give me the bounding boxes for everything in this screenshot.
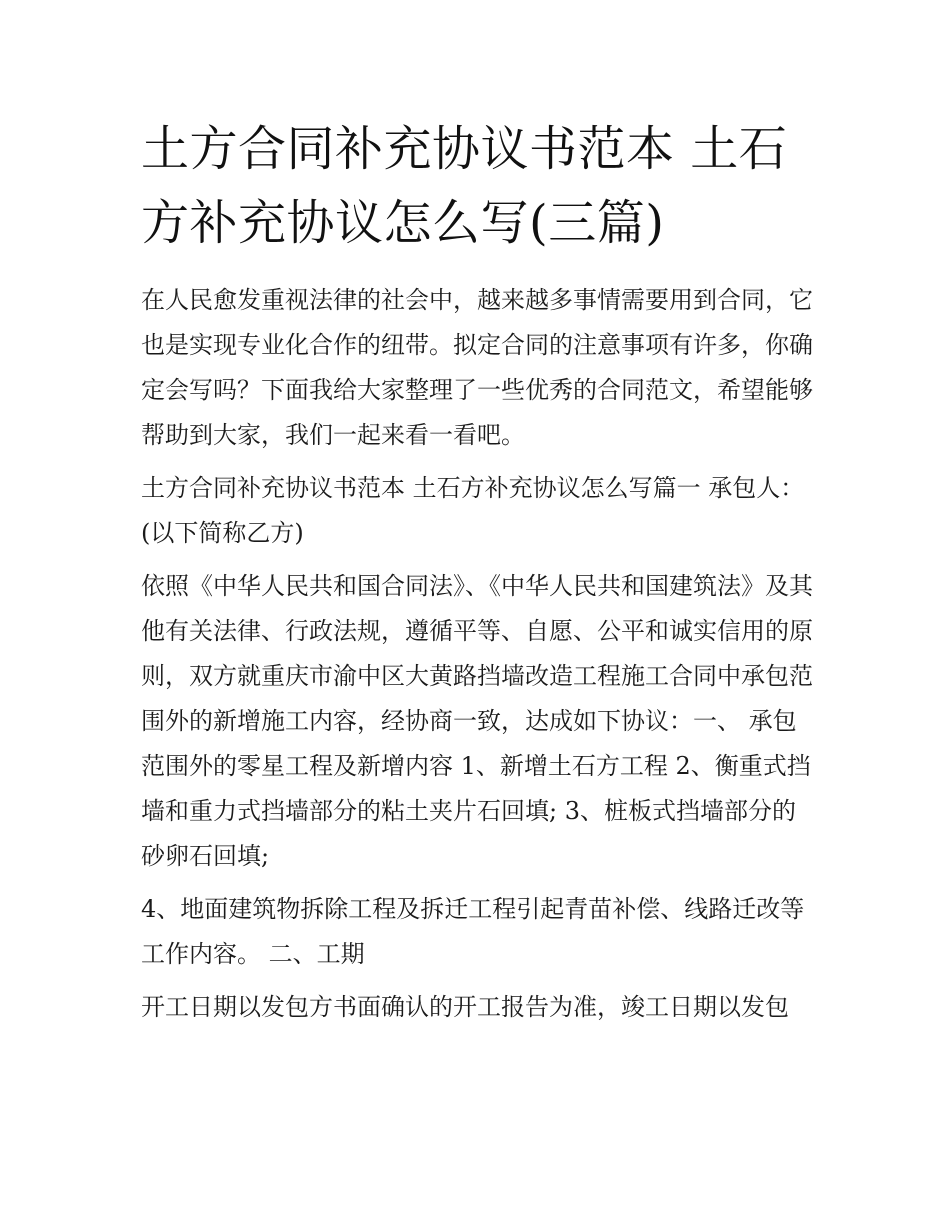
paragraph-item-four: 4、地面建筑物拆除工程及拆迁工程引起青苗补偿、线路迁改等工作内容。 二、工期 (141, 895, 805, 968)
paragraph-schedule: 开工日期以发包方书面确认的开工报告为准，竣工日期以发包 (141, 993, 789, 1021)
document-title: 土方合同补充协议书范本 土石方补充协议怎么写(三篇) (141, 121, 788, 251)
document-body (141, 278, 817, 1038)
paragraph-intro: 在人民愈发重视法律的社会中，越来越多事情需要用到合同，它也是实现专业化合作的纽带。拟定合同的注意事项有许多，你确定会写吗？下面我给大家整理了一些优秀的合同范文，希望能够帮助到大家，我们一起来看一看吧。 (141, 286, 813, 449)
paragraph-agreement-basis: 依照《中华人民共和国合同法》、《中华人民共和国建筑法》及其他有关法律、行政法规，遵循平等、自愿、公平和诚实信用的原则，双方就重庆市渝中区大黄路挡墙改造工程施工合同中承包范围外的新增施工内容，经协商一致，达成如下协议：一、 承包范围外的零星工程及新增内容 1、新增土石方工程 2、衡重式挡墙和重力式挡墙部分的粘土夹片石回填; 3、桩板式挡墙部分的砂卵石回填; (141, 572, 813, 870)
paragraph-section-heading: 土方合同补充协议书范本 土石方补充协议怎么写篇一 承包人：(以下简称乙方) (141, 474, 805, 547)
